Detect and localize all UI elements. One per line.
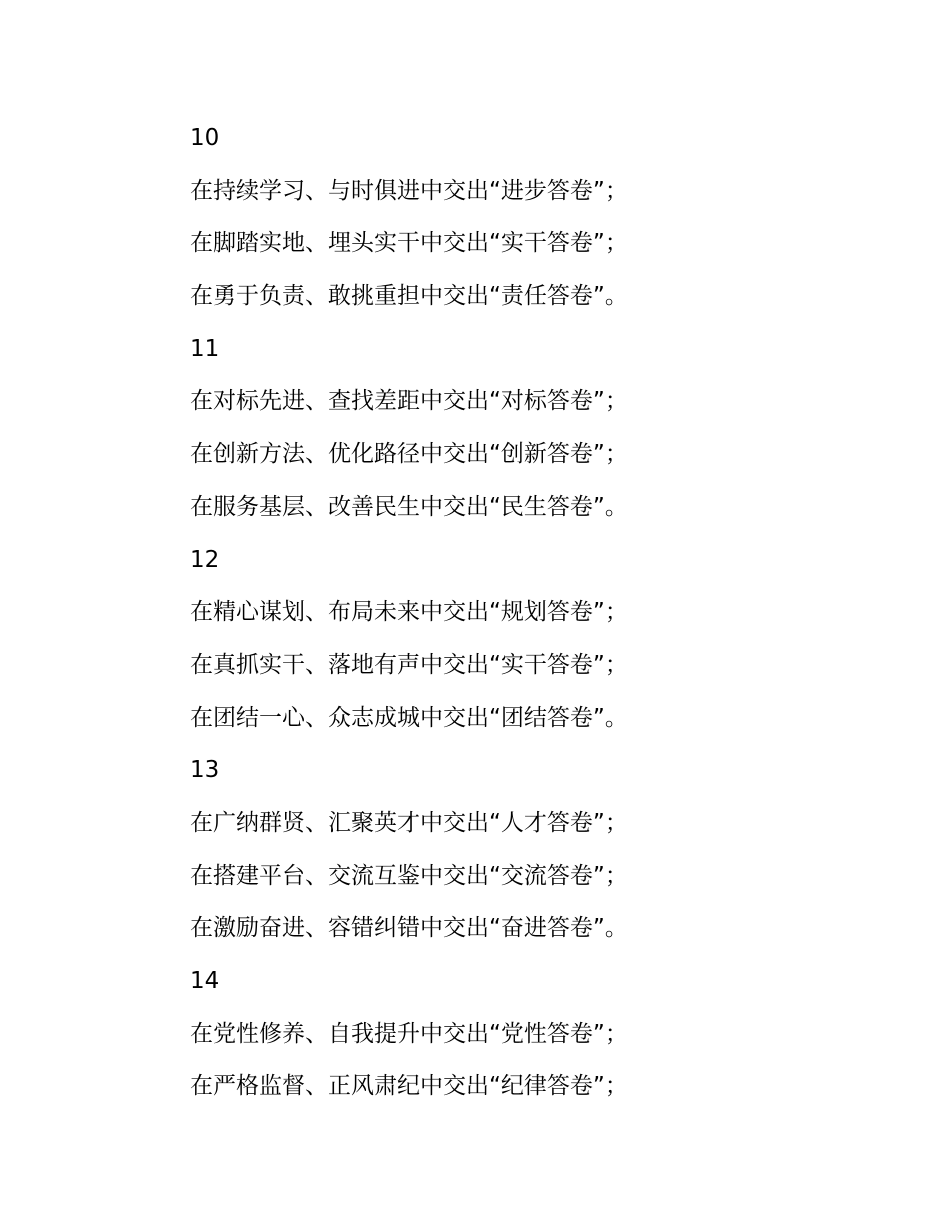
text-line: 在搭建平台、交流互鉴中交出“交流答卷”； bbox=[190, 862, 628, 889]
section-number: 11 bbox=[190, 335, 220, 362]
text-line: 在精心谋划、布局未来中交出“规划答卷”； bbox=[190, 599, 628, 626]
section-number: 12 bbox=[190, 546, 220, 573]
section-13 bbox=[190, 744, 890, 955]
text-line: 在勇于负责、敢挑重担中交出“责任答卷”。 bbox=[190, 283, 628, 310]
section-12 bbox=[190, 534, 890, 745]
text-line: 在广纳群贤、汇聚英才中交出“人才答卷”； bbox=[190, 809, 628, 836]
section-11 bbox=[190, 323, 890, 534]
section-14 bbox=[190, 955, 890, 1113]
text-line: 在团结一心、众志成城中交出“团结答卷”。 bbox=[190, 704, 628, 731]
text-line: 在服务基层、改善民生中交出“民生答卷”。 bbox=[190, 493, 628, 520]
text-line: 在持续学习、与时俱进中交出“进步答卷”； bbox=[190, 177, 628, 204]
text-line: 在对标先进、查找差距中交出“对标答卷”； bbox=[190, 388, 628, 415]
text-line: 在创新方法、优化路径中交出“创新答卷”； bbox=[190, 441, 628, 468]
text-line: 在脚踏实地、埋头实干中交出“实干答卷”； bbox=[190, 230, 628, 257]
text-line: 在真抓实干、落地有声中交出“实干答卷”； bbox=[190, 651, 628, 678]
section-10 bbox=[190, 112, 890, 323]
text-line: 在党性修养、自我提升中交出“党性答卷”； bbox=[190, 1020, 628, 1047]
section-number: 10 bbox=[190, 125, 220, 151]
section-number: 14 bbox=[190, 968, 220, 994]
text-line: 在严格监督、正风肃纪中交出“纪律答卷”； bbox=[190, 1073, 628, 1100]
text-line: 在激励奋进、容错纠错中交出“奋进答卷”。 bbox=[190, 915, 628, 942]
section-number: 13 bbox=[190, 757, 220, 784]
document-page bbox=[190, 112, 890, 1113]
